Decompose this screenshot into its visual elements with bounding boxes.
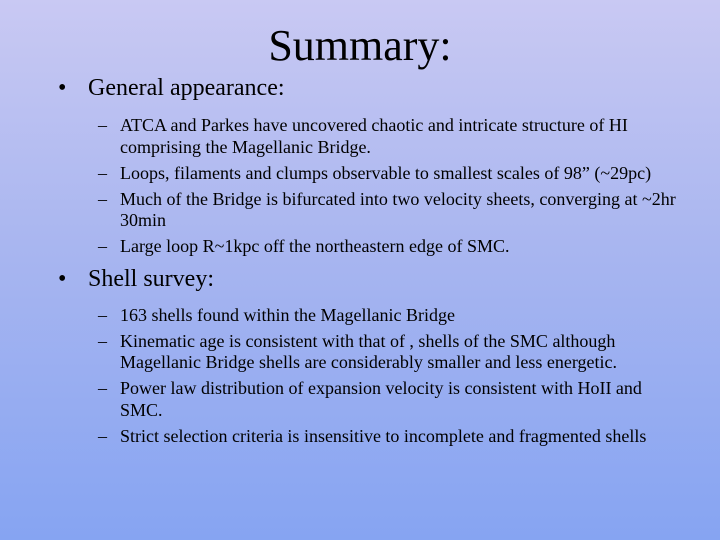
list-item [98,163,678,185]
list-item [98,115,678,158]
sub-bullet-list [98,305,678,448]
list-item-text: Power law distribution of expansion velocity is consistent with HoII and SMC. [120,378,642,420]
sub-bullet-list [98,115,678,258]
list-item [98,378,678,421]
dash-icon: – [98,425,107,446]
dash-icon: – [98,162,107,183]
dash-icon: – [98,330,107,351]
bullet-icon: • [58,75,67,101]
dash-icon: – [98,304,107,325]
list-item-text: Large loop R~1kpc off the northeastern edge of SMC. [120,236,510,256]
dash-icon: – [98,188,107,209]
list-item [98,189,678,232]
dash-icon: – [98,378,107,398]
list-item [98,426,678,448]
section-heading-row [58,72,678,104]
section-heading-row [58,263,678,295]
list-item [98,305,678,327]
list-item [98,331,678,374]
section-heading: Shell survey: [88,265,214,292]
slide-content [58,72,678,452]
dash-icon: – [98,115,107,135]
section-shell-survey [58,263,678,448]
section-heading: General appearance: [88,75,285,101]
list-item [98,236,678,258]
slide-title: Summary: [268,21,452,70]
list-item-text: Loops, filaments and clumps observable to smallest scales of 98” (~29pc) [120,162,652,183]
list-item-text: Much of the Bridge is bifurcated into two velocity sheets, converging at ~2hr 30min [120,188,676,230]
section-general-appearance [58,72,678,258]
list-item-text: Strict selection criteria is insensitive to incomplete and fragmented shells [120,425,647,446]
bullet-icon: • [58,265,67,292]
list-item-text: ATCA and Parkes have uncovered chaotic and intricate structure of HI comprising the Magellanic Bridge. [120,115,628,157]
list-item-text: Kinematic age is consistent with that of , shells of the SMC although Magellanic Bridge shells are considerably smaller and less energetic. [120,330,617,372]
dash-icon: – [98,236,107,256]
list-item-text: 163 shells found within the Magellanic Bridge [120,304,455,325]
